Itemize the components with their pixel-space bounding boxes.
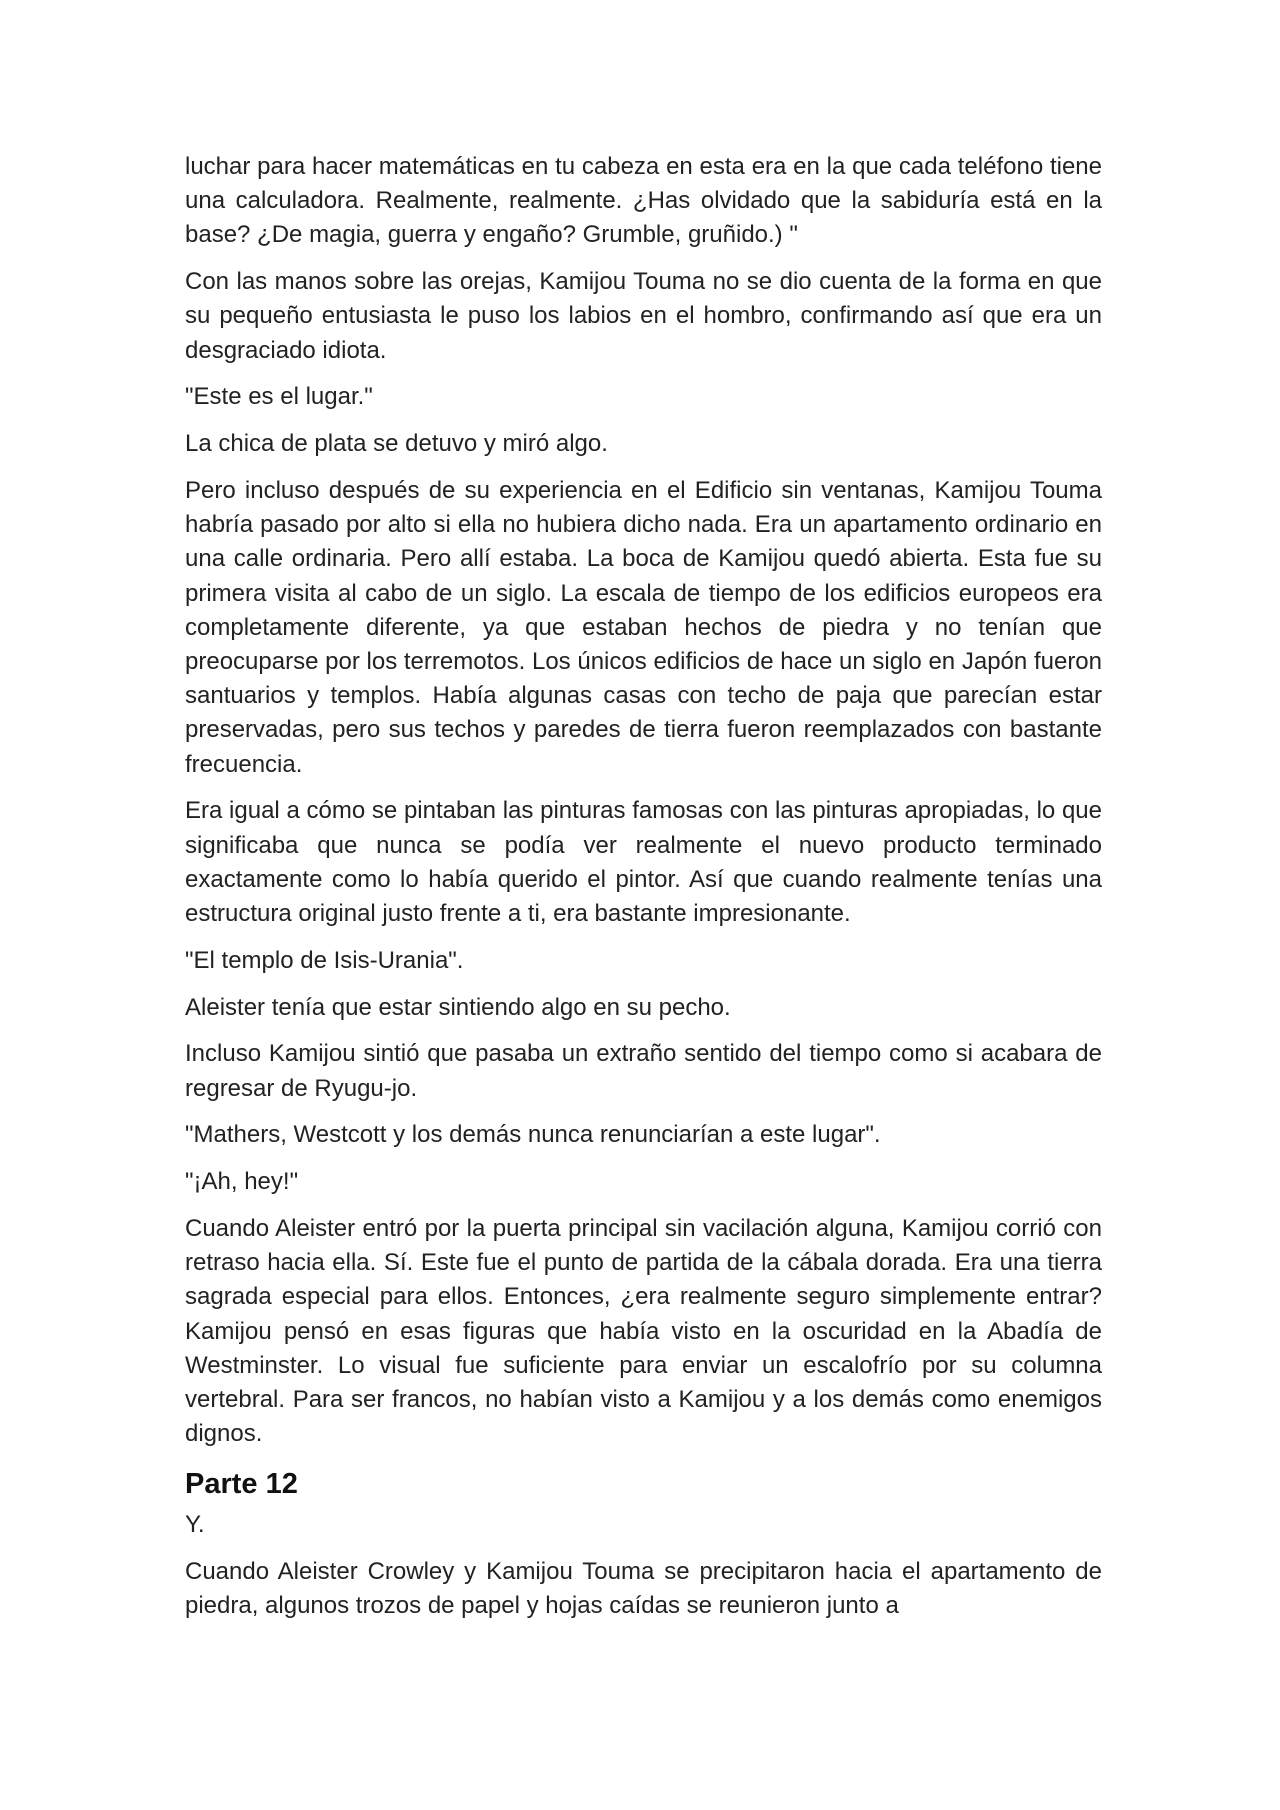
section-heading: Parte 12 [185,1468,298,1501]
paragraph-2: Con las manos sobre las orejas, Kamijou Touma no se dio cuenta de la forma en que su pequeño entusiasta le puso los labios en el hombro, confirmando así que era un desgraciado idiota. [185,268,1102,364]
document-page [185,150,1102,1636]
paragraph-1: luchar para hacer matemáticas en tu cabeza en esta era en la que cada teléfono tiene una calculadora. Realmente, realmente. ¿Has olvidado que la sabiduría está en la base? ¿De magia, guerra y engaño? Grumble, gruñido.) " [185,153,1102,249]
paragraph-13: Y. [185,1511,205,1539]
paragraph-5: Pero incluso después de su experiencia en el Edificio sin ventanas, Kamijou Touma habría pasado por alto si ella no hubiera dicho nada. Era un apartamento ordinario en una calle ordinaria. Pero allí estaba. La boca de Kamijou quedó abierta. Esta fue su primera visita al cabo de un siglo. La escala de tiempo de los edificios europeos era completamente diferente, ya que estaban hechos de piedra y no tenían que preocuparse por los terremotos. Los únicos edificios de hace un siglo en Japón fueron santuarios y templos. Había algunas casas con techo de paja que parecían estar preservadas, pero sus techos y paredes de tierra fueron reemplazados con bastante frecuencia. [185,477,1102,778]
paragraph-3: "Este es el lugar." [185,383,373,411]
paragraph-7: "El templo de Isis-Urania". [185,946,464,974]
paragraph-14: Cuando Aleister Crowley y Kamijou Touma se precipitaron hacia el apartamento de piedra, algunos trozos de papel y hojas caídas se reunieron junto a [185,1557,1102,1620]
paragraph-12: Cuando Aleister entró por la puerta principal sin vacilación alguna, Kamijou corrió con retraso hacia ella. Sí. Este fue el punto de partida de la cábala dorada. Era una tierra sagrada especial para ellos. Entonces, ¿era realmente seguro simplemente entrar? Kamijou pensó en esas figuras que había visto en la oscuridad en la Abadía de Westminster. Lo visual fue suficiente para enviar un escalofrío por su columna vertebral. Para ser francos, no habían visto a Kamijou y a los demás como enemigos dignos. [185,1215,1102,1448]
paragraph-6: Era igual a cómo se pintaban las pinturas famosas con las pinturas apropiadas, lo que significaba que nunca se podía ver realmente el nuevo producto terminado exactamente como lo había querido el pintor. Así que cuando realmente tenías una estructura original justo frente a ti, era bastante impresionante. [185,797,1102,928]
paragraph-4: La chica de plata se detuvo y miró algo. [185,430,608,458]
paragraph-8: Aleister tenía que estar sintiendo algo en su pecho. [185,993,731,1021]
paragraph-9: Incluso Kamijou sintió que pasaba un extraño sentido del tiempo como si acabara de regresar de Ryugu-jo. [185,1040,1102,1102]
paragraph-10: "Mathers, Westcott y los demás nunca renunciarían a este lugar". [185,1121,881,1149]
paragraph-11: "¡Ah, hey!" [185,1168,299,1196]
